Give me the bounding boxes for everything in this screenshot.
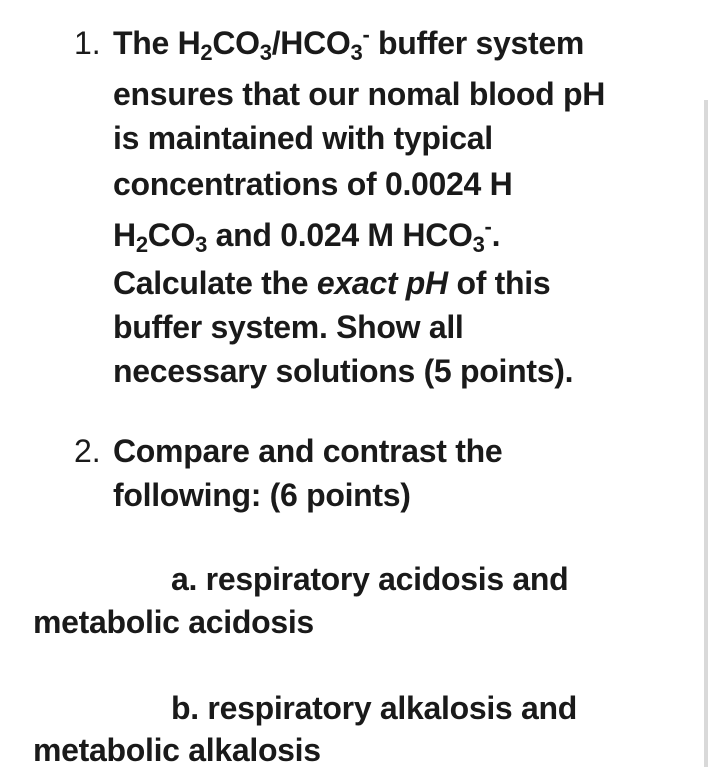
question-1-line-7: buffer system. Show all bbox=[113, 309, 464, 345]
question-2-line-2: following: (6 points) bbox=[113, 477, 411, 513]
question-2-text bbox=[113, 429, 673, 517]
question-1-number: 1. bbox=[74, 25, 101, 61]
subquestion-b-line-1: b. respiratory alkalosis and bbox=[171, 690, 577, 726]
subquestion-b-line-2: metabolic alkalosis bbox=[33, 732, 321, 768]
scrollbar[interactable] bbox=[704, 100, 708, 767]
question-1-line-2: ensures that our nomal blood pH bbox=[113, 76, 606, 112]
question-1-line-8: necessary solutions (5 points). bbox=[113, 353, 574, 389]
question-2-number: 2. bbox=[74, 433, 101, 469]
question-1-line-5: $H_2CO_3$ and 0.024 M $HCO_3^-$. bbox=[113, 214, 501, 257]
question-1-text bbox=[113, 21, 673, 393]
question-1-line-3: is maintained with typical bbox=[113, 120, 493, 156]
subquestion-a-line-2: metabolic acidosis bbox=[33, 604, 314, 640]
question-1-line-4: concentrations of 0.0024 H bbox=[113, 166, 513, 202]
question-2-line-1: Compare and contrast the bbox=[113, 433, 503, 469]
subquestion-a-line-1: a. respiratory acidosis and bbox=[171, 561, 569, 597]
question-1-line-1: The $H_2CO_3/HCO_3^-$ buffer system bbox=[113, 22, 585, 65]
question-1-line-6: Calculate the exact pH of this bbox=[113, 265, 551, 301]
